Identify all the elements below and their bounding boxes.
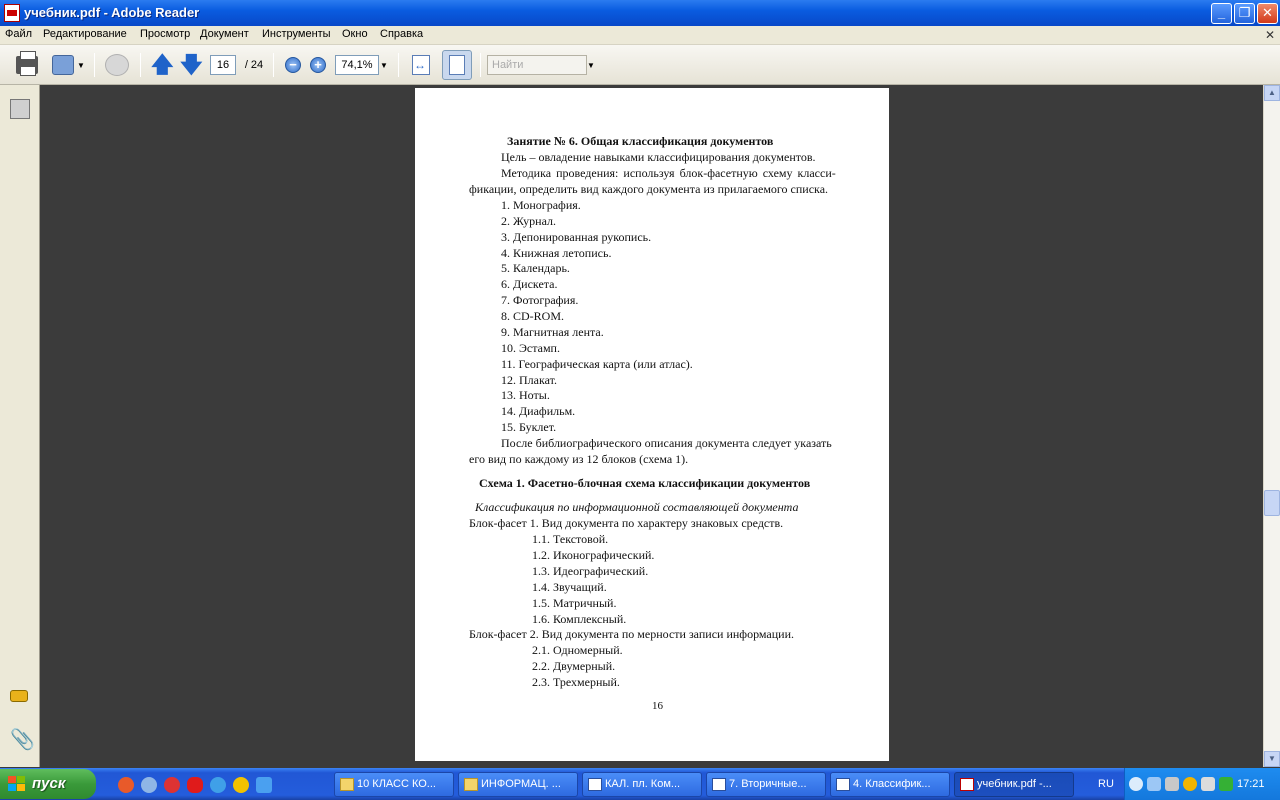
folder-icon	[464, 778, 478, 791]
list-item: 12. Плакат.	[501, 373, 557, 387]
pdf-page	[415, 88, 889, 761]
task-button[interactable]: 10 КЛАСС КО...	[334, 772, 454, 797]
zoom-in-icon: +	[310, 57, 326, 73]
list-item: 1. Монография.	[501, 198, 581, 212]
task-button-active[interactable]: учебник.pdf -...	[954, 772, 1074, 797]
list-item: 11. Географическая карта (или атлас).	[501, 357, 693, 371]
facet-item: 1.5. Матричный.	[532, 596, 617, 610]
attachments-icon[interactable]: 📎	[10, 729, 35, 751]
pdf-icon	[960, 778, 974, 791]
zoom-level-field[interactable]: 74,1%	[335, 52, 379, 78]
organizer-icon	[52, 55, 74, 75]
quicklaunch-mail-icon[interactable]	[118, 777, 134, 793]
page-number-field[interactable]: 16	[210, 52, 236, 78]
list-item: 3. Депонированная рукопись.	[501, 230, 652, 244]
fit-page-icon	[442, 50, 472, 80]
vertical-scrollbar[interactable]	[1263, 85, 1280, 767]
page-footer-number: 16	[652, 700, 663, 712]
facet-heading: Блок-фасет 2. Вид документа по мерности записи информации.	[469, 627, 794, 641]
classification-heading: Классификация по информационной составляющей документа	[475, 500, 799, 514]
task-button[interactable]: ИНФОРМАЦ. ...	[458, 772, 578, 797]
tray-display-icon[interactable]	[1201, 777, 1215, 791]
quicklaunch-opera-icon[interactable]	[187, 777, 203, 793]
taskbar	[0, 768, 1280, 800]
list-item: 6. Дискета.	[501, 277, 558, 291]
zoom-out-button[interactable]	[284, 52, 302, 78]
menu-help[interactable]: Справка	[380, 28, 424, 40]
toolbar-separator	[480, 53, 481, 77]
task-button[interactable]: 4. Классифик...	[830, 772, 950, 797]
doc-line: Методика проведения: используя блок-фасетную схему класси-	[501, 166, 836, 180]
tray-signal-icon[interactable]	[1219, 777, 1233, 791]
zoom-out-icon: −	[285, 57, 301, 73]
language-indicator[interactable]: RU	[1098, 778, 1114, 790]
list-item: 5. Календарь.	[501, 261, 570, 275]
document-view[interactable]	[41, 85, 1263, 767]
hand-icon	[105, 54, 129, 76]
facet-item: 2.3. Трехмерный.	[532, 675, 620, 689]
task-button[interactable]: КАЛ. пл. Ком...	[582, 772, 702, 797]
word-doc-icon	[712, 778, 726, 791]
fit-width-icon	[412, 55, 430, 75]
menu-view[interactable]: Просмотр	[140, 28, 191, 40]
hand-tool-button[interactable]	[103, 52, 131, 78]
maximize-button[interactable]: ❐	[1234, 3, 1255, 24]
quicklaunch-messenger-icon[interactable]	[141, 777, 157, 793]
facet-item: 1.4. Звучащий.	[532, 580, 607, 594]
printer-icon	[16, 56, 38, 74]
list-item: 13. Ноты.	[501, 388, 550, 402]
list-item: 2. Журнал.	[501, 214, 557, 228]
quicklaunch-search-icon[interactable]	[256, 777, 272, 793]
arrow-up-icon: 🡅	[151, 52, 174, 77]
print-button[interactable]	[14, 52, 40, 78]
doc-line: фикации, определить вид каждого документа из прилагаемого списка.	[469, 182, 829, 196]
fit-width-button[interactable]	[410, 52, 432, 78]
quicklaunch-ie-icon[interactable]	[210, 777, 226, 793]
task-button[interactable]: 7. Вторичные...	[706, 772, 826, 797]
facet-item: 1.6. Комплексный.	[532, 612, 627, 626]
facet-item: 2.1. Одномерный.	[532, 643, 623, 657]
doc-line: После библиографического описания документа следует указать	[501, 436, 832, 450]
tray-network-icon[interactable]	[1147, 777, 1161, 791]
scroll-up-button[interactable]: ▲	[1264, 85, 1280, 101]
facet-item: 1.2. Иконографический.	[532, 548, 655, 562]
previous-page-button[interactable]	[150, 52, 174, 78]
scheme-title: Схема 1. Фасетно-блочная схема классификации документов	[479, 476, 811, 490]
doc-line: его вид по каждому из 12 блоков (схема 1).	[469, 452, 689, 466]
comments-icon[interactable]	[10, 688, 30, 708]
toolbar-separator	[94, 53, 95, 77]
quicklaunch-app-icon[interactable]	[164, 777, 180, 793]
organizer-dropdown[interactable]: ▼	[77, 60, 85, 70]
menu-tools[interactable]: Инструменты	[262, 28, 331, 40]
list-item: 4. Книжная летопись.	[501, 246, 612, 260]
search-input[interactable]: Найти	[487, 52, 587, 78]
window-title: учебник.pdf - Adobe Reader	[24, 5, 200, 20]
next-page-button[interactable]	[179, 52, 203, 78]
toolbar	[0, 45, 1280, 85]
word-doc-icon	[588, 778, 602, 791]
page-total: / 24	[244, 59, 264, 71]
windows-logo-icon	[8, 776, 26, 792]
minimize-button[interactable]: _	[1211, 3, 1232, 24]
title-bar	[0, 0, 1280, 26]
facet-item: 2.2. Двумерный.	[532, 659, 616, 673]
scroll-down-button[interactable]: ▼	[1264, 751, 1280, 767]
tray-expand-icon[interactable]	[1129, 777, 1143, 791]
list-item: 9. Магнитная лента.	[501, 325, 604, 339]
zoom-in-button[interactable]	[309, 52, 327, 78]
pages-icon[interactable]	[10, 99, 30, 119]
scroll-thumb[interactable]	[1264, 490, 1280, 516]
document-close-icon[interactable]: ✕	[1265, 28, 1276, 42]
menu-bar	[0, 26, 1280, 45]
folder-icon	[340, 778, 354, 791]
organizer-button[interactable]	[50, 52, 76, 78]
menu-edit[interactable]: Редактирование	[43, 28, 127, 40]
list-item: 10. Эстамп.	[501, 341, 560, 355]
tray-app-icon[interactable]	[1165, 777, 1179, 791]
toolbar-separator	[273, 53, 274, 77]
word-doc-icon	[836, 778, 850, 791]
zoom-dropdown[interactable]: ▼	[380, 60, 388, 70]
facet-item: 1.1. Текстовой.	[532, 532, 609, 546]
menu-file[interactable]: Файл	[5, 28, 33, 40]
list-item: 15. Буклет.	[501, 420, 557, 434]
clock: 17:21	[1237, 778, 1265, 790]
navigation-panel	[0, 85, 40, 767]
list-item: 14. Диафильм.	[501, 404, 576, 418]
quicklaunch-media-icon[interactable]	[233, 777, 249, 793]
facet-item: 1.3. Идеографический.	[532, 564, 649, 578]
tray-update-icon[interactable]	[1183, 777, 1197, 791]
search-dropdown[interactable]: ▼	[587, 60, 595, 70]
close-button[interactable]: ✕	[1257, 3, 1278, 24]
menu-document[interactable]: Документ	[200, 28, 249, 40]
adobe-reader-icon	[4, 4, 20, 22]
facet-heading: Блок-фасет 1. Вид документа по характеру знаковых средств.	[469, 516, 784, 530]
arrow-down-icon: 🡇	[180, 52, 203, 77]
toolbar-separator	[140, 53, 141, 77]
menu-window[interactable]: Окно	[342, 28, 368, 40]
start-button[interactable]: пуск	[0, 769, 96, 799]
list-item: 8. CD-ROM.	[501, 309, 565, 323]
list-item: 7. Фотография.	[501, 293, 579, 307]
toolbar-separator	[398, 53, 399, 77]
doc-line: Цель – овладение навыками классифицирования документов.	[501, 150, 816, 164]
fit-page-button[interactable]	[441, 50, 473, 80]
lesson-title: Занятие № 6. Общая классификация документов	[507, 134, 774, 148]
